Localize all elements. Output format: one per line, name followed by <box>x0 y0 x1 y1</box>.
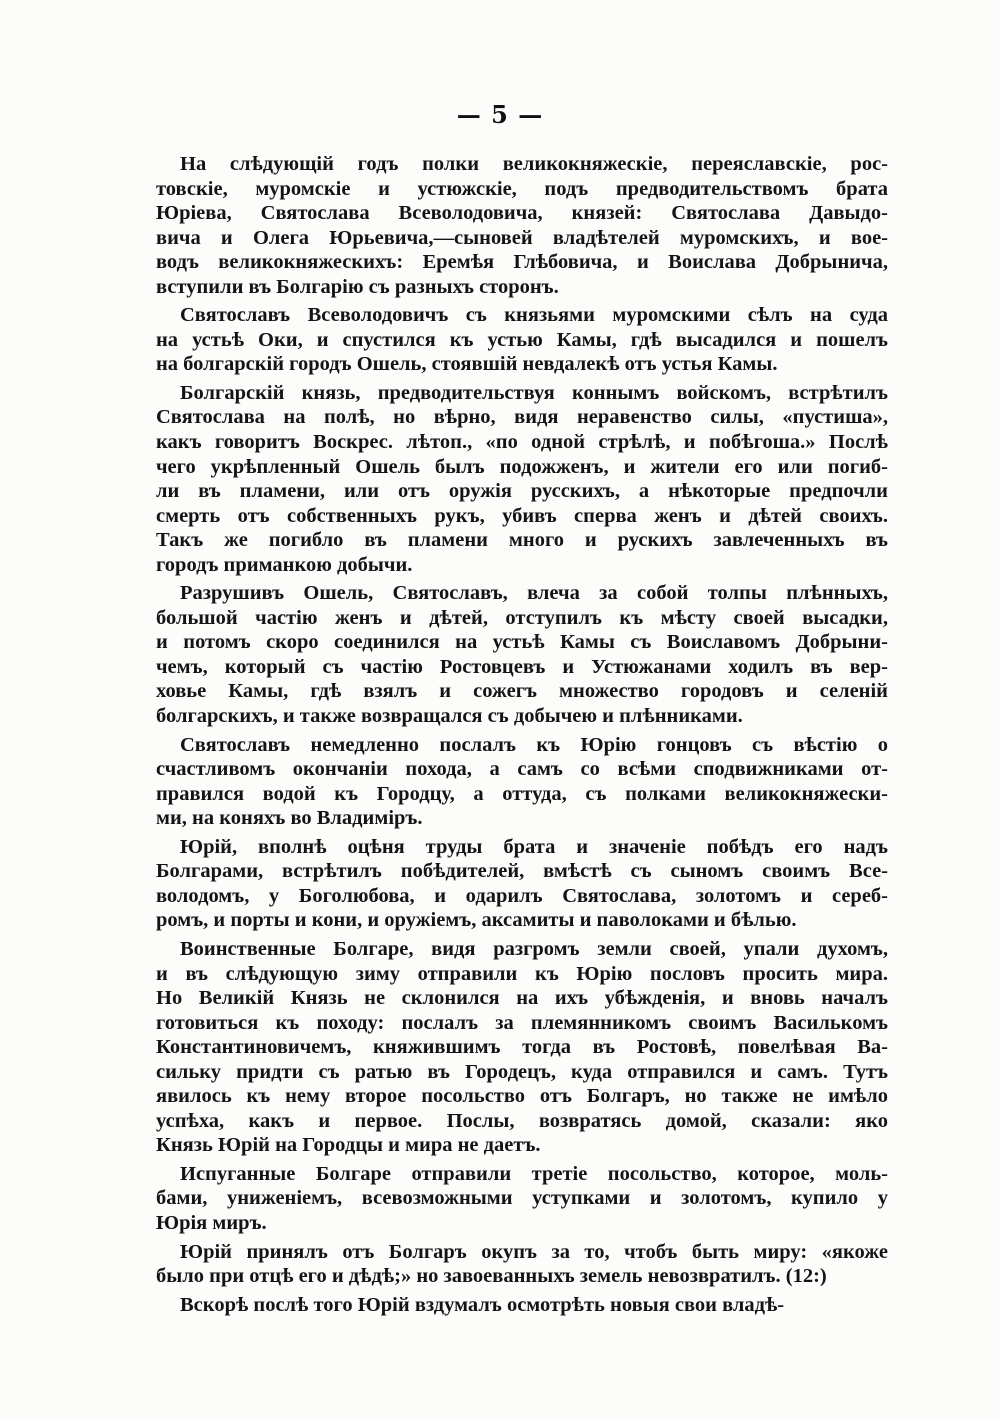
text-line: Юрій, вполнѣ оцѣня труды брата и значеніе побѣдъ его надъ <box>180 835 888 858</box>
text-line: Воинственные Болгаре, видя разгромъ земли своей, упали духомъ, <box>180 937 888 960</box>
paragraph <box>156 152 888 299</box>
text-line: ховье Камы, гдѣ взялъ и сожегъ множество городовъ и селеній <box>156 680 888 703</box>
text-line: явилось къ нему второе посольство отъ Болгаръ, но также не имѣло <box>156 1085 888 1108</box>
text-line: володомъ, у Боголюбова, и одарилъ Святослава, золотомъ и сереб- <box>156 884 888 907</box>
text-line: ромъ, и порты и кони, и оружіемъ, аксамиты и паволоками и бѣлью. <box>156 909 797 932</box>
text-line: Константиновичемъ, княжившимъ тогда въ Ростовѣ, повелѣвая Ва- <box>156 1036 888 1059</box>
text-line: готовиться къ походу: послалъ за племянникомъ своимъ Василькомъ <box>156 1011 888 1034</box>
text-line: Юрій принялъ отъ Болгаръ окупъ за то, чтобъ быть миру: «якоже <box>180 1240 888 1263</box>
text-line: большой частію женъ и дѣтей, отступилъ къ мѣсту своей высадки, <box>156 606 888 629</box>
text-line: Юрія миръ. <box>156 1211 267 1234</box>
text-line: успѣха, какъ и первое. Послы, возвратясь домой, сказали: яко <box>156 1109 888 1132</box>
text-line: Вскорѣ послѣ того Юрій вздумалъ осмотрѣть новыя свои владѣ- <box>180 1293 785 1316</box>
text-line: водъ великокняжескихъ: Еремѣя Глѣбовича, и Воислава Добрынича, <box>156 251 888 274</box>
text-line: Святослава на полѣ, но вѣрно, видя неравенство силы, «пустиша», <box>156 406 888 429</box>
text-line: Князь Юрій на Городцы и мира не даетъ. <box>156 1134 541 1157</box>
text-line: ми, на коняхъ во Владиміръ. <box>156 807 423 830</box>
text-line: и потомъ скоро соединился на устьѣ Камы съ Воиславомъ Добрыни- <box>156 631 888 654</box>
text-line: на болгарскій городъ Ошель, стоявшій невдалекѣ отъ устья Камы. <box>156 353 778 376</box>
text-line: Юріева, Святослава Всеволодовича, князей: Святослава Давыдо- <box>156 202 888 225</box>
text-line: товскіе, муромскіе и устюжскіе, подъ предводительствомъ брата <box>156 177 888 200</box>
text-line: ли въ пламени, или отъ оружія русскихъ, а нѣкоторые предпочли <box>156 480 888 503</box>
text-line: правился водой къ Городцу, а оттуда, съ полками великокняжески- <box>156 782 888 805</box>
text-line: Такъ же погибло въ пламени много и рускихъ завлеченныхъ въ <box>156 529 888 552</box>
paragraph <box>156 733 888 831</box>
text-line: вича и Олега Юрьевича,—сыновей владѣтелей муромскихъ, и вое- <box>156 226 888 249</box>
text-line: вступили въ Болгарію съ разныхъ сторонъ. <box>156 275 559 298</box>
paragraph <box>156 1162 888 1236</box>
text-line: Святославъ Всеволодовичъ съ князьями муромскими сѣлъ на суда <box>180 304 888 327</box>
page-number: — 5 — <box>456 100 544 129</box>
text-line: бами, униженіемъ, всевозможными уступками и золотомъ, купило у <box>156 1187 888 1210</box>
text-line: счастливомъ окончаніи похода, а самъ со всѣми сподвижниками от- <box>156 758 888 781</box>
text-line: городъ приманкою добычи. <box>156 553 413 576</box>
text-line: и въ слѣдующую зиму отправили къ Юрію пословъ просить мира. <box>156 962 888 985</box>
text-line: чемъ, который съ частію Ростовцевъ и Устюжанами ходилъ въ вер- <box>156 655 888 678</box>
paragraph <box>156 937 888 1158</box>
text-line: было при отцѣ его и дѣдѣ;» но завоеванныхъ земель невозвратилъ. (12:) <box>156 1265 827 1288</box>
text-line: Испуганные Болгаре отправили третіе посольство, которое, моль- <box>180 1162 888 1185</box>
paragraph <box>156 303 888 377</box>
text-line: болгарскихъ, и также возвращался съ добычею и плѣнниками. <box>156 705 743 728</box>
paragraph <box>156 1240 888 1289</box>
text-line: Разрушивъ Ошель, Святославъ, влеча за собой толпы плѣнныхъ, <box>180 582 888 605</box>
text-line: на устьѣ Оки, и спустился къ устью Камы, гдѣ высадился и пошелъ <box>156 328 888 351</box>
text-line: сильку придти съ ратью въ Городецъ, куда отправился и самъ. Тутъ <box>156 1060 888 1083</box>
text-line: Но Великій Князь не склонился на ихъ убѣжденія, и вновь началъ <box>156 987 888 1010</box>
text-line: смерть отъ собственныхъ рукъ, убивъ сперва женъ и дѣтей своихъ. <box>156 504 888 527</box>
text-line: Болгарскій князь, предводительствуя коннымъ войскомъ, встрѣтилъ <box>180 381 888 404</box>
body-text <box>156 152 888 1321</box>
text-line: Святославъ немедленно послалъ къ Юрію гонцовъ съ вѣстію о <box>180 733 888 756</box>
paragraph <box>156 381 888 577</box>
text-line: Болгарами, встрѣтилъ побѣдителей, вмѣстѣ съ сыномъ своимъ Все- <box>156 860 888 883</box>
text-line: какъ говоритъ Воскрес. лѣтоп., «по одной стрѣлѣ, и побѣгоша.» Послѣ <box>156 431 888 454</box>
paragraph <box>156 1293 888 1318</box>
text-line: чего укрѣпленный Ошель былъ подожженъ, и жители его или погиб- <box>156 455 888 478</box>
paragraph <box>156 835 888 933</box>
text-line: На слѣдующій годъ полки великокняжескіе, переяславскіе, рос- <box>180 153 888 175</box>
paragraph <box>156 581 888 728</box>
